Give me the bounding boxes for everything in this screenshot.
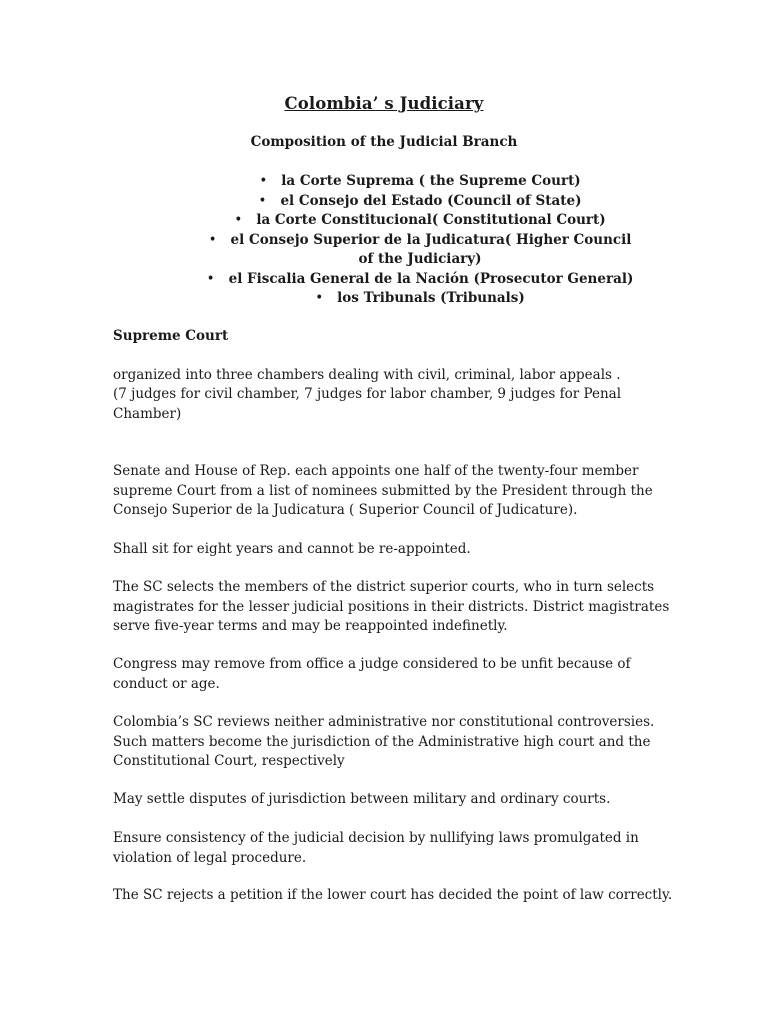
branch-label: el Consejo del Estado (Council of State): [280, 192, 582, 209]
branch-label: los Tribunals (Tribunals): [337, 290, 525, 306]
section-heading: Supreme Court: [113, 328, 229, 344]
branch-label: el Consejo Superior de la Judicatura( Higher Council of the Judiciary): [230, 231, 632, 267]
bullet-icon: •: [208, 231, 217, 248]
page-title: Colombia’ s Judiciary: [284, 94, 484, 113]
paragraph-district-courts: The SC selects the members of the district superior courts, who in turn selects magistrates for the lesser judicial positions in their districts. District magistrates serve five-year terms and may be reappointed indefinetly.: [113, 579, 670, 634]
bullet-icon: •: [206, 270, 215, 287]
paragraph-consistency: Ensure consistency of the judicial decision by nullifying laws promulgated in violation of legal procedure.: [113, 830, 639, 866]
bullet-icon: •: [315, 290, 324, 306]
page-subtitle: Composition of the Judicial Branch: [250, 134, 518, 150]
list-item: [200, 289, 640, 309]
branch-label: la Corte Suprema ( the Supreme Court): [281, 173, 581, 189]
list-item: [200, 172, 640, 192]
list-item: [200, 211, 640, 231]
paragraph-petition: The SC rejects a petition if the lower court has decided the point of law correctly.: [113, 887, 673, 903]
branch-list: [200, 172, 640, 309]
paragraph-judges: (7 judges for civil chamber, 7 judges for labor chamber, 9 judges for Penal Chamber): [113, 386, 622, 422]
paragraph-chambers: organized into three chambers dealing with civil, criminal, labor appeals .: [113, 367, 621, 383]
list-item: [200, 192, 640, 212]
paragraph-jurisdiction: Colombia’s SC reviews neither administrative nor constitutional controversies. Such matters become the jurisdiction of the Administrative high court and the Constitutional Court, respectively: [113, 714, 655, 769]
branch-label: el Fiscalia General de la Nación (Prosecutor General): [228, 270, 634, 287]
paragraph-disputes: May settle disputes of jurisdiction between military and ordinary courts.: [113, 791, 611, 807]
list-item: [200, 270, 640, 290]
bullet-icon: •: [234, 212, 243, 228]
paragraph-removal: Congress may remove from office a judge considered to be unfit because of conduct or age.: [113, 656, 631, 692]
bullet-icon: •: [258, 192, 267, 209]
paragraph-appointment: Senate and House of Rep. each appoints one half of the twenty-four member supreme Court from a list of nominees submitted by the President through the Consejo Superior de la Judicatura ( Superior Council of Judicature).: [113, 463, 653, 518]
list-item: [200, 231, 640, 270]
branch-label: la Corte Constitucional( Constitutional Court): [256, 212, 606, 228]
bullet-icon: •: [259, 173, 268, 189]
paragraph-term: Shall sit for eight years and cannot be re-appointed.: [113, 541, 471, 557]
